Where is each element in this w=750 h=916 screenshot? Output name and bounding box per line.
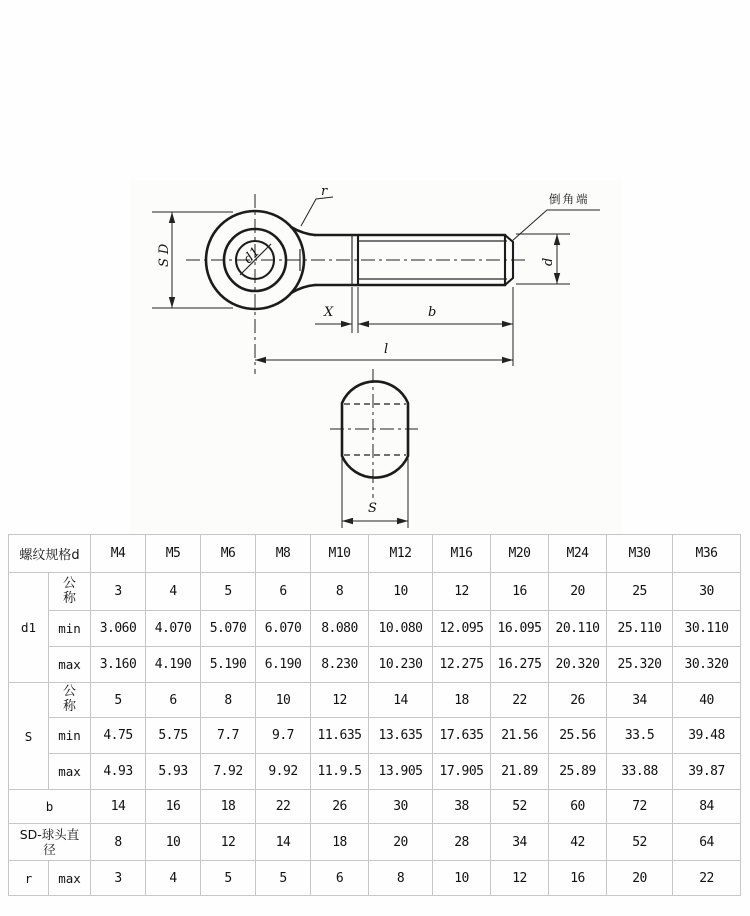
sub-label-nominal-text: 公称	[62, 575, 76, 606]
table-value-cell: 25.56	[549, 718, 607, 754]
label-width-across-flats: S	[368, 501, 377, 516]
table-value-cell: 10.230	[369, 647, 433, 683]
table-row	[9, 647, 741, 683]
table-row	[9, 861, 741, 896]
table-value-cell: 20	[369, 824, 433, 861]
l-arrow-left	[255, 357, 266, 363]
table-value-cell: 21.56	[491, 718, 549, 754]
table-value-cell: 12	[201, 824, 256, 861]
table-value-cell: 40	[673, 683, 741, 718]
table-value-cell: 26	[311, 790, 369, 824]
table-value-cell: 17.905	[433, 754, 491, 790]
table-value-cell: 84	[673, 790, 741, 824]
table-value-cell: 20.320	[549, 647, 607, 683]
spec-table	[8, 534, 741, 896]
table-value-cell: 13.905	[369, 754, 433, 790]
d-arrow-down	[554, 273, 560, 284]
x-arrow	[341, 321, 352, 327]
label-thread-diameter: d	[541, 257, 556, 266]
table-row	[9, 754, 741, 790]
table-value-cell: 6	[311, 861, 369, 896]
b-arrow-right	[502, 321, 513, 327]
spec-header-cell: M6	[201, 535, 256, 573]
table-value-cell: 18	[311, 824, 369, 861]
radius-leader-line	[301, 197, 333, 226]
table-row	[9, 790, 741, 824]
table-value-cell: 25	[607, 573, 673, 611]
table-value-cell: 12	[491, 861, 549, 896]
table-value-cell: 20	[549, 573, 607, 611]
table-value-cell: 5.190	[201, 647, 256, 683]
spec-header-cell: M4	[91, 535, 146, 573]
label-total-length: l	[384, 342, 389, 357]
group-label-b: b	[9, 790, 91, 824]
table-value-cell: 9.7	[256, 718, 311, 754]
spec-header-cell: M20	[491, 535, 549, 573]
table-value-cell: 7.92	[201, 754, 256, 790]
label-radius: r	[321, 184, 328, 199]
table-row	[9, 573, 741, 611]
thread-spec-header: 螺纹规格d	[9, 535, 91, 573]
table-value-cell: 17.635	[433, 718, 491, 754]
table-value-cell: 64	[673, 824, 741, 861]
table-value-cell: 4	[146, 573, 201, 611]
table-value-cell: 8.230	[311, 647, 369, 683]
table-value-cell: 22	[256, 790, 311, 824]
eye-bolt-technical-drawing	[130, 180, 622, 536]
table-value-cell: 6.070	[256, 611, 311, 647]
table-value-cell: 39.87	[673, 754, 741, 790]
table-value-cell: 16.095	[491, 611, 549, 647]
eye-bolt-drawing-svg	[130, 180, 622, 536]
table-value-cell: 38	[433, 790, 491, 824]
table-value-cell: 4.070	[146, 611, 201, 647]
table-value-cell: 16	[549, 861, 607, 896]
table-value-cell: 6.190	[256, 647, 311, 683]
table-value-cell: 4.93	[91, 754, 146, 790]
table-value-cell: 72	[607, 790, 673, 824]
spec-header-cell: M16	[433, 535, 491, 573]
table-value-cell: 16.275	[491, 647, 549, 683]
table-value-cell: 21.89	[491, 754, 549, 790]
table-value-cell: 18	[433, 683, 491, 718]
s-arrow-right	[397, 518, 408, 524]
table-row	[9, 718, 741, 754]
table-value-cell: 3.060	[91, 611, 146, 647]
table-value-cell: 42	[549, 824, 607, 861]
table-value-cell: 8	[369, 861, 433, 896]
spec-header-cell: M8	[256, 535, 311, 573]
table-value-cell: 11.9.5	[311, 754, 369, 790]
table-value-cell: 30.110	[673, 611, 741, 647]
table-row	[9, 683, 741, 718]
group-label-r: r	[9, 861, 49, 896]
s-arrow-left	[342, 518, 353, 524]
table-value-cell: 39.48	[673, 718, 741, 754]
table-value-cell: 16	[491, 573, 549, 611]
spec-header-cell: M5	[146, 535, 201, 573]
table-value-cell: 18	[201, 790, 256, 824]
table-value-cell: 34	[491, 824, 549, 861]
table-value-cell: 60	[549, 790, 607, 824]
sub-label-nominal-text: 公称	[62, 684, 76, 714]
table-value-cell: 8	[311, 573, 369, 611]
table-value-cell: 20	[607, 861, 673, 896]
table-value-cell: 12	[433, 573, 491, 611]
group-label-sd	[9, 824, 91, 861]
table-value-cell: 14	[256, 824, 311, 861]
label-chamfer-end: 倒角端	[549, 192, 590, 206]
table-value-cell: 12.275	[433, 647, 491, 683]
table-value-cell: 22	[491, 683, 549, 718]
sub-label-min: min	[49, 718, 91, 754]
table-value-cell: 5.070	[201, 611, 256, 647]
spec-header-cell: M24	[549, 535, 607, 573]
sd-arrow-down	[169, 297, 175, 308]
table-value-cell: 30.320	[673, 647, 741, 683]
table-value-cell: 14	[91, 790, 146, 824]
table-value-cell: 25.320	[607, 647, 673, 683]
table-value-cell: 5	[256, 861, 311, 896]
b-arrow-left	[358, 321, 369, 327]
table-value-cell: 5	[91, 683, 146, 718]
group-label-d1: d1	[9, 573, 49, 683]
table-value-cell: 26	[549, 683, 607, 718]
table-row	[9, 535, 741, 573]
table-value-cell: 10	[146, 824, 201, 861]
table-value-cell: 16	[146, 790, 201, 824]
sub-label-nominal	[49, 683, 91, 718]
table-value-cell: 11.635	[311, 718, 369, 754]
table-value-cell: 52	[607, 824, 673, 861]
spec-header-cell: M36	[673, 535, 741, 573]
table-value-cell: 10	[369, 573, 433, 611]
l-arrow-right	[502, 357, 513, 363]
table-value-cell: 34	[607, 683, 673, 718]
label-ball-diameter: SD	[157, 239, 172, 267]
table-value-cell: 25.110	[607, 611, 673, 647]
table-value-cell: 3	[91, 573, 146, 611]
group-label-sd-text: SD-球头直径	[19, 826, 80, 857]
sub-label-max: max	[49, 861, 91, 896]
table-value-cell: 30	[369, 790, 433, 824]
table-value-cell: 8	[91, 824, 146, 861]
table-value-cell: 10	[433, 861, 491, 896]
spec-header-cell: M30	[607, 535, 673, 573]
table-value-cell: 5.93	[146, 754, 201, 790]
table-value-cell: 8	[201, 683, 256, 718]
table-value-cell: 30	[673, 573, 741, 611]
table-value-cell: 4.190	[146, 647, 201, 683]
table-value-cell: 4.75	[91, 718, 146, 754]
table-value-cell: 9.92	[256, 754, 311, 790]
table-value-cell: 3.160	[91, 647, 146, 683]
table-value-cell: 5	[201, 573, 256, 611]
spec-header-cell: M10	[311, 535, 369, 573]
label-incomplete-thread: X	[324, 305, 334, 320]
table-value-cell: 10.080	[369, 611, 433, 647]
label-thread-length: b	[428, 305, 437, 320]
group-label-s: S	[9, 683, 49, 790]
table-value-cell: 10	[256, 683, 311, 718]
table-value-cell: 33.5	[607, 718, 673, 754]
table-value-cell: 12.095	[433, 611, 491, 647]
table-row	[9, 611, 741, 647]
sd-arrow-up	[169, 212, 175, 223]
table-value-cell: 6	[256, 573, 311, 611]
table-value-cell: 4	[146, 861, 201, 896]
table-value-cell: 8.080	[311, 611, 369, 647]
sub-label-min: min	[49, 611, 91, 647]
table-value-cell: 20.110	[549, 611, 607, 647]
spec-header-cell: M12	[369, 535, 433, 573]
table-value-cell: 22	[673, 861, 741, 896]
chamfer-leader-line	[512, 210, 547, 241]
table-value-cell: 5.75	[146, 718, 201, 754]
label-hole-diameter: d1	[240, 244, 264, 267]
table-value-cell: 52	[491, 790, 549, 824]
table-value-cell: 28	[433, 824, 491, 861]
table-value-cell: 13.635	[369, 718, 433, 754]
sub-label-max: max	[49, 647, 91, 683]
table-value-cell: 5	[201, 861, 256, 896]
table-value-cell: 25.89	[549, 754, 607, 790]
table-value-cell: 6	[146, 683, 201, 718]
table-value-cell: 7.7	[201, 718, 256, 754]
table-value-cell: 3	[91, 861, 146, 896]
table-value-cell: 33.88	[607, 754, 673, 790]
table-row	[9, 824, 741, 861]
sub-label-max: max	[49, 754, 91, 790]
table-value-cell: 12	[311, 683, 369, 718]
d-arrow-up	[554, 234, 560, 245]
table-value-cell: 14	[369, 683, 433, 718]
sub-label-nominal	[49, 573, 91, 611]
